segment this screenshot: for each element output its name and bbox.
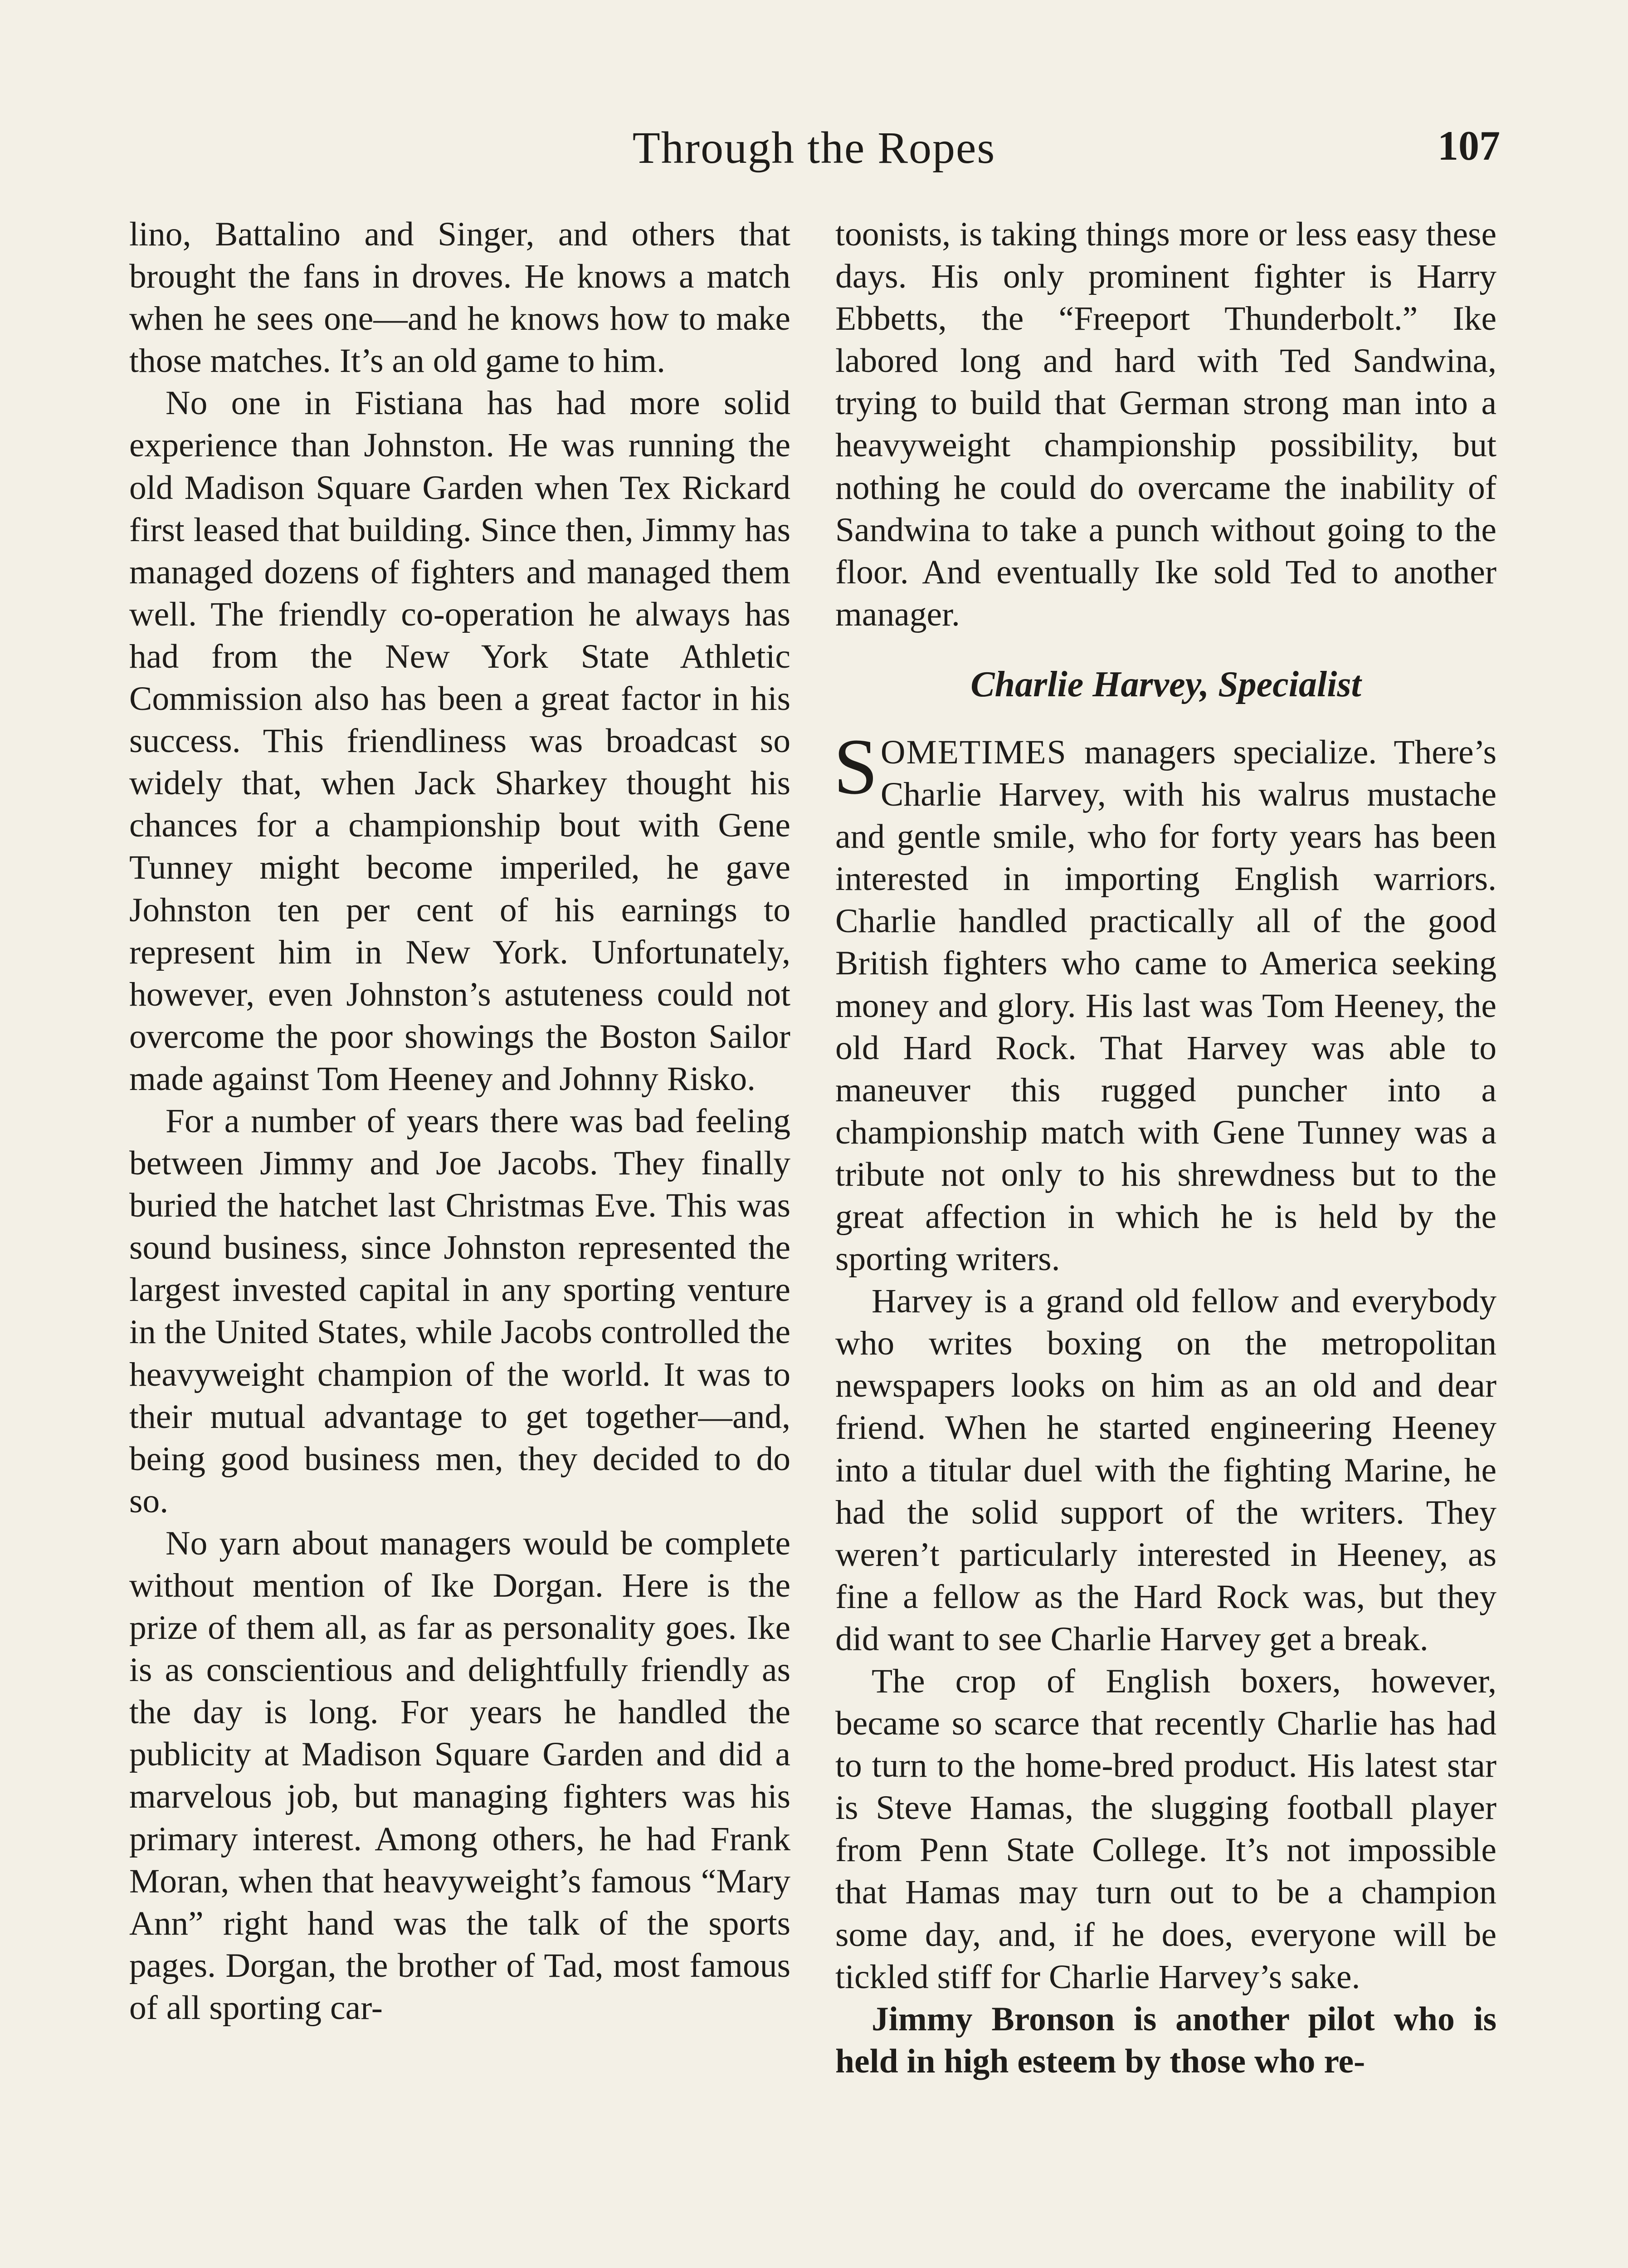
- right-paragraph-1: toonists, is taking things more or less easy these days. His only prominent fighter is Harry Ebbetts, the “Freeport Thunderbolt.” Ike labored long and hard with Ted Sandwina, trying to build that German strong man into a heavyweight championship possibility, but nothing he could do overcame the inability of Sandwina to take a punch without going to the floor. And eventually Ike sold Ted to another manager.: [835, 215, 1496, 633]
- left-paragraph-2: No one in Fistiana has had more solid experience than Johnston. He was running the old Madison Square Garden when Tex Rickard first leased that building. Since then, Jimmy has managed dozens of fighters and managed them well. The friendly co-operation he always has had from the New York State Athletic Commission also has been a great factor in his success. This friendliness was broadcast so widely that, when Jack Sharkey thought his chances for a championship bout with Gene Tunney might become imperiled, he gave Johnston ten per cent of his earnings to represent him in New York. Unfortunately, however, even Johnston’s astuteness could not overcome the poor showings the Boston Sailor made against Tom Heeney and Johnny Risko.: [129, 384, 790, 1098]
- drop-cap: S: [833, 722, 878, 811]
- running-title: Through the Ropes: [632, 122, 996, 173]
- lead-in-smallcaps: OMETIMES: [880, 733, 1067, 771]
- left-paragraph-3: For a number of years there was bad feeling between Jimmy and Joe Jacobs. They finally buried the hatchet last Christmas Eve. This was sound business, since Johnston represented the largest invested capital in any sporting venture in the United States, while Jacobs controlled the heavyweight champion of the world. It was to their mutual advantage to get together—and, being good business men, they decided to do so.: [129, 1102, 790, 1520]
- left-column: [129, 213, 790, 2029]
- right-paragraph-2: [833, 722, 1496, 1280]
- left-paragraph-1: lino, Battalino and Singer, and others that brought the fans in droves. He knows a match when he sees one—and he knows how to make those matches. It’s an old game to him.: [129, 215, 790, 380]
- right-column: [835, 213, 1496, 2082]
- running-head: [0, 113, 1628, 181]
- page-number: 107: [1438, 122, 1500, 169]
- section-heading: Charlie Harvey, Specialist: [970, 664, 1361, 704]
- left-paragraph-4: No yarn about managers would be complete without mention of Ike Dorgan. Here is the prize of them all, as far as personality goes. Ike is as conscientious and delightfully friendly as the day is long. For years he handled the publicity at Madison Square Garden and did a marvelous job, but managing fighters was his primary interest. Among others, he had Frank Moran, when that heavyweight’s famous “Mary Ann” right hand was the talk of the sports pages. Dorgan, the brother of Tad, most famous of all sporting car-: [129, 1524, 790, 2027]
- right-paragraph-5: Jimmy Bronson is another pilot who is held in high esteem by those who re-: [835, 2000, 1496, 2080]
- right-paragraph-2-text: managers specialize. There’s Charlie Harvey, with his walrus mustache and gentle smile, who for forty years has been interested in importing English warriors. Charlie handled practically all of the good British fighters who came to America seeking money and glory. His last was Tom Heeney, the old Hard Rock. That Harvey was able to maneuver this rugged puncher into a championship match with Gene Tunney was a tribute not only to his shrewdness but to the great affection in which he is held by the sporting writers.: [835, 733, 1496, 1278]
- right-paragraph-3: Harvey is a grand old fellow and everybody who writes boxing on the metropolitan newspapers looks on him as an old and dear friend. When he started engineering Heeney into a titular duel with the fighting Marine, he had the solid support of the writers. They weren’t particularly interested in Heeney, as fine a fellow as the Hard Rock was, but they did want to see Charlie Harvey get a break.: [835, 1282, 1496, 1658]
- right-paragraph-4: The crop of English boxers, however, became so scarce that recently Charlie has had to turn to the home-bred product. His latest star is Steve Hamas, the slugging football player from Penn State College. It’s not impossible that Hamas may turn out to be a champion some day, and, if he does, everyone will be tickled stiff for Charlie Harvey’s sake.: [835, 1662, 1496, 1996]
